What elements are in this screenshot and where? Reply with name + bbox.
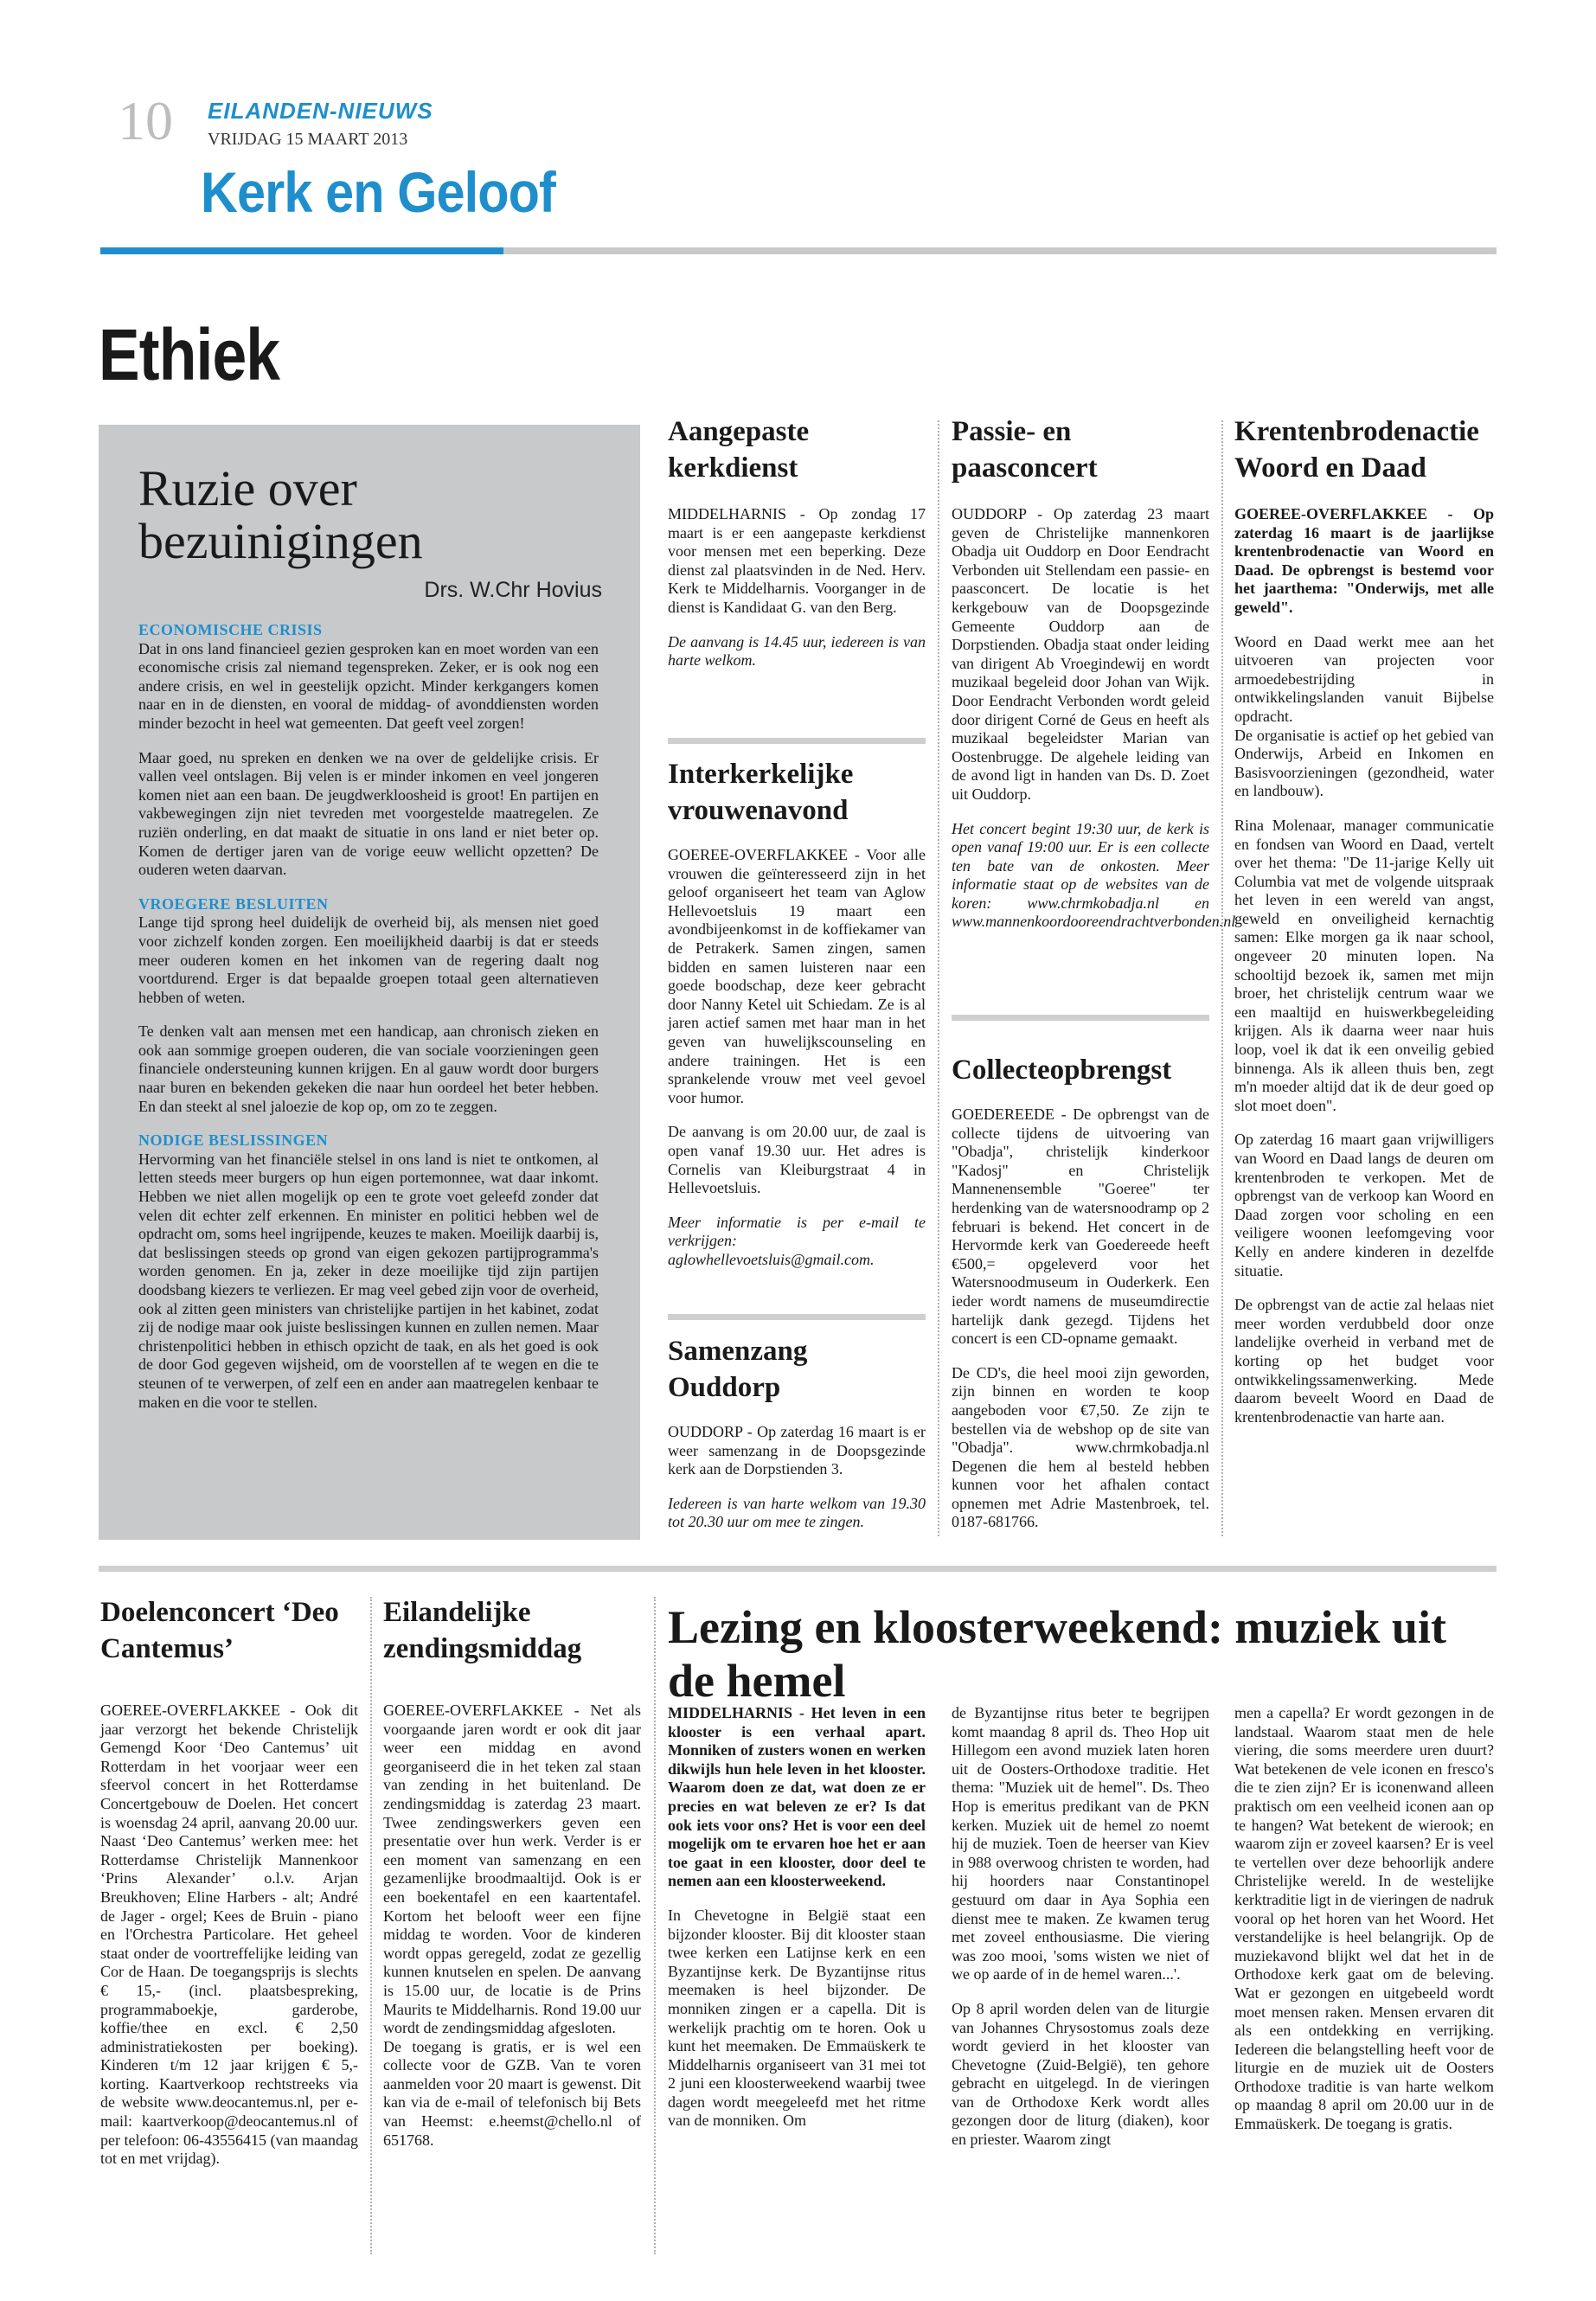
article-note: Iedereen is van harte welkom van 19.30 tot 20.30 uur om mee te zingen. <box>668 1494 926 1531</box>
paragraph: De toegang is gratis, er is wel een collecte voor de GZB. Van te voren aanmelden voor 20 maart is gewenst. Dit kan via de e-mail of telefonisch bij Bets van Heemst: e.heemst@chello.nl of 651768. <box>383 2037 641 2149</box>
paper-logo: EILANDEN-NIEUWS <box>208 98 433 124</box>
paragraph: De CD's, die heel mooi zijn geworden, zijn binnen en worden te koop aangeboden voor €7,50. Ze zijn te bestellen via de webshop op de site van "Obadja". www.chrmkobadja.nl Degenen die hem al besteld hebben kunnen voor het afhalen contact opnemen met Adrie Mastenbroek, tel. 0187-681766. <box>952 1363 1209 1531</box>
paragraph: Hervorming van het financiële stelsel in ons land is niet te ontkomen, al letten steeds meer burgers op hun eigen portemonnee, wat daar inkomt. Hebben we niet allen mogelijk op een te grote voet geleefd zonder dat velen dit echter zelf erkennen. En minister en politici hebben wel de opdracht om, soms heel ingrijpende, keuzes te maken. Moeilijk daarbij is, dat beslissingen steeds op grond van eigen gekozen partijprogramma's worden genomen. En ja, zeker in deze moeilijke tijd zijn partijen doodsbang kiezers te verliezen. Er mag veel gebed zijn voor de overheid, ook al zitten geen ministers van christelijke partijen in het kabinet, zodat zij de nodige maar ook juiste beslissingen kunnen en zullen nemen. Maar christenpolitici hebben in ethisch opzicht de taak, en als het goed is ook de door God gegeven wijsheid, om de voorstellen af te wegen en die te steunen of te verwerpen, of zelf een en ander aan maatregelen kenbaar te maken en die voor te stellen. <box>138 1150 599 1411</box>
headline-text: Lezing en kloosterweekend: muziek uit de hemel <box>668 1601 1446 1707</box>
article-title: Collecteopbrengst <box>952 1054 1172 1086</box>
paragraph: In Chevetogne in België staat een bijzonder klooster. Bij dit klooster staan twee kerken een Latijnse kerk en een Byzantijnse kerk. De Byzantijnse ritus meemaken is heel bijzonder. De monniken zingen er a capella. Dit is werkelijk prachtig om te horen. Ook u kunt het meemaken. De Emmaüskerk te Middelharnis organiseert van 31 mei tot 2 juni een kloosterweekend waarbij twee dagen wordt meegeleefd met het ritme van de monniken. Om <box>668 1906 926 2130</box>
article-body <box>1234 505 1494 1426</box>
paragraph: Rina Molenaar, manager communicatie en fondsen van Woord en Daad, vertelt over het thema: "De 11-jarige Kelly uit Columbia vat met de volgende uitspraak het leven in een wereld van angst, geweld en onveiligheid kernachtig samen: Elke morgen ga ik naar school, ongeveer 20 minuten lopen. Na schooltijd bezoek ik, samen met mijn broer, het christelijk centrum waar we een maaltijd en huiswerkbegeleiding krijgen. Als ik daarna weer naar huis loop, voel ik dat ik een onveilig gebied binnenga. Als ik alleen thuis ben, zegt m'n moeder altijd dat ik de deur goed op slot moet doen". <box>1234 816 1494 1114</box>
paragraph: OUDDORP - Op zaterdag 16 maart is er weer samenzang in de Doopsgezinde kerk aan de Dorpstienden 3. <box>668 1423 926 1478</box>
lezing-col-2 <box>952 1704 1209 2165</box>
section-rule-accent <box>100 247 503 254</box>
paragraph: Op 8 april worden delen van de liturgie van Johannes Chrysostomus zoals deze wordt gevierd in het klooster van Chevetogne (Zuid-België), ten gehore gebracht en uitgelegd. In de vieringen van de Orthodoxe Kerk wordt alles gezongen door de liturg (diaken), koor en priester. Waarom zingt <box>952 1999 1209 2149</box>
article-body <box>668 846 926 1269</box>
separator <box>668 1314 926 1320</box>
article-title: Aangepaste kerkdienst <box>668 416 810 484</box>
paragraph: GOEREE-OVERFLAKKEE - Net als voorgaande jaren wordt er ook dit jaar weer een middag en avond georganiseerd die in het teken zal staan van zending in het buitenland. De zendingsmiddag is zaterdag 23 maart. Twee zendingswerkers geven een presentatie over hun werk. Verder is er een moment van samenzang en een gezamenlijke broodmaaltijd. Ook is er een boekentafel en een kaartentafel. Kortom het belooft weer een fijne middag te worden. Voor de kinderen wordt oppas geregeld, zodat ze gezellig kunnen knutselen en spelen. De aanvang is 15.00 uur, de locatie is de Prins Maurits te Middelharnis. Rond 19.00 uur wordt de zendingsmiddag afgesloten. <box>383 1702 641 2037</box>
ethiek-title-text: Ruzie over bezuinigingen <box>138 460 423 569</box>
article-body <box>668 1423 926 1532</box>
paragraph: GOEDEREEDE - De opbrengst van de collecte tijdens de uitvoering van "Obadja", christelijk kinderkoor "Kadosj" en Christelijk Mannenensemble "Goeree" ter herdenking van de watersnoodramp op 2 februari is bekend. Het concert in de Hervormde kerk van Goedereede heeft €500,= opgeleverd voor het Watersnoodmuseum in Ouderkerk. Een ieder wordt namens de museumdirectie hartelijk dank gezegd. Tijdens het concert is een CD-opname gemaakt. <box>952 1106 1209 1348</box>
paragraph: GOEREE-OVERFLAKKEE - Ook dit jaar verzorgt het bekende Christelijk Gemengd Koor ‘Deo Cantemus’ uit Rotterdam in het voorjaar weer een sfeervol concert in het Rotterdamse Concertgebouw de Doelen. Het concert is woensdag 24 april, aanvang 20.00 uur. Naast ‘Deo Cantemus’ werken mee: het Rotterdamse Christelijk Mannenkoor ‘Prins Alexander’ o.l.v. Arjan Breukhoven; Eline Harbers - alt; André de Jager - orgel; Kees de Bruin - piano en l'Orchestra Particolare. Het geheel staat onder de voortreffelijke leiding van Cor de Haan. De toegangsprijs is slechts € 15,- (incl. plaatsbespreking, programmaboekje, garderobe, koffie/thee en excl. € 2,50 administratiekosten per boeking). Kinderen t/m 12 jaar krijgen € 5,- korting. Kaartverkoop rechtstreeks via de website www.deocantemus.nl, per e-mail: kaartverkoop@deocantemus.nl of per telefoon: 06-43556415 (van maandag tot en met vrijdag). <box>100 1702 358 2168</box>
collecte-article <box>952 1052 1209 1548</box>
author: Drs. W.Chr Hovius <box>424 578 602 602</box>
paragraph: Te denken valt aan mensen met een handicap, aan chronisch zieken en ook aan sommige groepen ouderen, die van sociale voorzieningen geen financiele ondersteuning kunnen krijgen. En al gauw wordt door burgers naar buren en bekenden gekeken die naar hun oordeel het beter hebben. En dan steekt al snel jaloezie de kop op, om zo te zeggen. <box>138 1022 599 1115</box>
section-title: Kerk en Geloof <box>201 160 555 224</box>
section-rule <box>503 247 1497 254</box>
section-separator <box>99 1566 1497 1572</box>
article-body <box>383 1702 641 2150</box>
paragraph: Op zaterdag 16 maart gaan vrijwilligers van Woord en Daad langs de deuren om krentenbroden te verkopen. Met de opbrengst van de verkoop kan Woord en Daad zorgen voor scholing en een veiligere woonen leefomgeving voor Kelly en andere kinderen in dezelfde situatie. <box>1234 1131 1494 1279</box>
paragraph: MIDDELHARNIS - Op zondag 17 maart is er een aangepaste kerkdienst voor mensen met een beperking. Deze dienst zal plaatsvinden in de Ned. Herv. Kerk te Middelharnis. Voorganger in de dienst is Kandidaat G. van den Berg. <box>668 505 926 616</box>
article-title: Krentenbrodenactie Woord en Daad <box>1234 416 1479 484</box>
lezing-col-3 <box>1234 1704 1494 2150</box>
krenten-article <box>1234 413 1494 1442</box>
column-heading: Ethiek <box>99 314 280 395</box>
aangepaste-article <box>668 413 926 686</box>
paragraph: Dat in ons land financieel gezien gesproken kan en moet worden van een economische crisis zal niemand tegenspreken. Zeker, er is ook nog een andere crisis, en wel in geestelijk opzicht. Minder kerkgangers komen naar en in de diensten, en vooral de middag- of avonddiensten worden minder bezocht in heel wat gemeenten. Dat geeft veel zorgen! <box>138 639 599 732</box>
article-title: Samenzang Ouddorp <box>668 1336 808 1403</box>
subhead: NODIGE BESLISSINGEN <box>138 1131 329 1150</box>
separator <box>668 738 926 744</box>
doelen-article <box>100 1594 358 2184</box>
vrouwenavond-article <box>668 756 926 1285</box>
article-title: Passie- en paasconcert <box>952 416 1098 484</box>
article-title: Eilandelijke zendingsmiddag <box>383 1597 582 1664</box>
page-number: 10 <box>118 90 173 151</box>
lezing-headline <box>668 1600 1498 1708</box>
ethiek-title <box>138 460 588 569</box>
article-title: Doelenconcert ‘Deo Cantemus’ <box>100 1597 339 1664</box>
column-divider <box>938 420 939 1536</box>
ethiek-article <box>138 621 599 1427</box>
paragraph: Maar goed, nu spreken en denken we na over de geldelijke crisis. Er vallen veel ontslagen. Bij velen is er minder inkomen en veel jongeren komen niet aan een baan. De jeugdwerkloosheid is groot! En partijen en vakbewegingen zijn niet tevreden met voorgestelde maatregelen. Ze ruziën onderling, en dat maakt de situatie in ons land er niet beter op. Komen de dertiger jaren van de vorige eeuw wellicht opzetten? De ouderen weten daarvan. <box>138 748 599 879</box>
paragraph: GOEREE-OVERFLAKKEE - Voor alle vrouwen die geïnteresseerd zijn in het geloof organiseert het team van Aglow Hellevoetsluis 19 maart een avondbijeenkomst in de koffiekamer van de Petrakerk. Samen zingen, samen bidden en samen luisteren naar een goede boodschap, deze keer gebracht door Nanny Ketel uit Schiedam. Ze is al jaren actief samen met haar man in het geven van huwelijkscounseling en andere trainingen. Het is een sprankelende vrouw met veel gevoel voor humor. <box>668 846 926 1106</box>
paragraph: Lange tijd sprong heel duidelijk de overheid bij, als mensen niet goed voor zichzelf konden zorgen. Een moeilijkheid daarbij is dat er steeds meer ouderen komen en het inkomen van de regering daalt nog voortdurend. Erger is dat bepaalde groepen totaal geen alternatieven hebben of weten. <box>138 913 599 1006</box>
paragraph: men a capella? Er wordt gezongen in de landstaal. Waarom staat men de hele viering, die soms meerdere uren duurt? Wat betekenen de vele iconen en fresco's die te zien zijn? Er is iconenwand alleen praktisch om een veelheid iconen aan op te hangen? Wat betekent de wierook; en waarom zijn er zoveel kaarsen? Er is veel te vertellen over deze behoorlijk andere Christelijke wereld. In de westelijke kerktraditie ligt in de vieringen de nadruk vooral op het horen van het Woord. Het verstandelijke is heel belangrijk. Op de muziekavond blijkt wel dat het in de Orthodoxe kerk gaat om de beleving. Wat er gezongen en uitgebeeld wordt moet mensen raken. Mensen ervaren dit als een ontdekking en verrijking. Iedereen die belangstelling heeft voor de liturgie en de muziek uit de Oosters Orthodoxe traditie is van harte welkom op maandag 8 april om 20.00 uur in de Emmaüskerk. De toegang is gratis. <box>1234 1704 1494 2133</box>
paragraph: de Byzantijnse ritus beter te begrijpen komt maandag 8 april ds. Theo Hop uit Hillegom een avond muziek laten horen uit de Oosters-Orthodoxe traditie. Het thema: "Muziek uit de hemel". Ds. Theo Hop is emeritus predikant van de PKN kerken. Muziek uit de hemel zo noemt hij de muziek. Toen de heerser van Kiev in 988 overwoog christen te worden, had hij hoorders naar Constantinopel gestuurd om daar in Aya Sophia een dienst mee te maken. Ze kwamen terug met zoveel enthousiasme. Die viering was zoo mooi, 'soms wisten we niet of we op aarde of in de hemel waren...'. <box>952 1704 1209 1984</box>
paragraph: OUDDORP - Op zaterdag 23 maart geven de Christelijke mannenkoren Obadja uit Ouddorp en Door Eendracht Verbonden uit Stellendam een passie- en paasconcert. De locatie is het kerkgebouw van de Doopsgezinde Gemeente Ouddorp aan de Dorpstienden. Obadja staat onder leiding van dirigent Ab Vroegindewij en wordt muzikaal begeleid door Johan van Wijk. Door Eendracht Verbonden wordt geleid door dirigent Corné de Geus en heeft als muzikaal begeleidster Marian van Oostenbrugge. De algehele leiding van de avond ligt in handen van Ds. D. Zoet uit Ouddorp. <box>952 505 1209 803</box>
article-note: De aanvang is 14.45 uur, iedereen is van harte welkom. <box>668 632 926 670</box>
article-body <box>952 1106 1209 1532</box>
article-body <box>668 505 926 670</box>
article-body <box>100 1702 358 2169</box>
column-divider <box>654 1597 656 2254</box>
paragraph: De opbrengst van de actie zal helaas niet meer worden verdubbeld door onze landelijke overheid in verband met de korting op het budget voor ontwikkelingssamenwerking. Mede daarom beveelt Woord en Daad de krentenbrodenactie van harte aan. <box>1234 1296 1494 1426</box>
samenzang-article <box>668 1333 926 1548</box>
article-note: Het concert begint 19:30 uur, de kerk is open vanaf 19:00 uur. Er is een collecte ten bate van de onkosten. Meer informatie staat op de websites van de koren: www.chrmkobadja.nl en www.mannenkoordooreendrachtverbonden.nl <box>952 819 1236 931</box>
lezing-col-1 <box>668 1704 926 2146</box>
separator <box>952 1015 1209 1021</box>
article-body <box>952 505 1236 932</box>
paragraph: Woord en Daad werkt mee aan het uitvoeren van projecten voor armoedebestrijding in ontwikkelingslanden vanuit Bijbelse opdracht. <box>1234 632 1494 725</box>
subhead: ECONOMISCHE CRISIS <box>138 621 323 638</box>
paragraph: De organisatie is actief op het gebied van Onderwijs, Arbeid en Inkomen en Basisvoorzieningen (gezondheid, water en landbouw). <box>1234 726 1494 800</box>
passie-article <box>952 413 1236 947</box>
column-divider <box>370 1597 372 2254</box>
article-note: Meer informatie is per e-mail te verkrijgen: aglowhellevoetsluis@gmail.com. <box>668 1213 926 1268</box>
article-lead: MIDDELHARNIS - Het leven in een klooster is een verhaal apart. Monniken of zusters wonen en werken dikwijls hun hele leven in het klooster. Waarom doen ze dat, wat doen ze er precies en wat beleven ze er? Is dat ook iets voor ons? Het is voor een deel mogelijk om te ervaren hoe het er aan toe gaat in een klooster, door deel te nemen aan een kloosterweekend. <box>668 1704 926 1890</box>
article-lead: GOEREE-OVERFLAKKEE - Op zaterdag 16 maart is de jaarlijkse krentenbrodenactie van Woord en Daad. De opbrengst is bestemd voor het jaarthema: "Onderwijs, met alle geweld". <box>1234 505 1494 616</box>
article-title: Interkerkelijke vrouwenavond <box>668 759 854 826</box>
issue-date: VRIJDAG 15 MAART 2013 <box>208 130 408 149</box>
column-divider <box>1221 420 1223 1536</box>
zending-article <box>383 1594 641 2165</box>
subhead: VROEGERE BESLUITEN <box>138 894 329 913</box>
paragraph: De aanvang is om 20.00 uur, de zaal is open vanaf 19.30 uur. Het adres is Cornelis van Kleiburgstraat 4 in Hellevoetsluis. <box>668 1123 926 1197</box>
